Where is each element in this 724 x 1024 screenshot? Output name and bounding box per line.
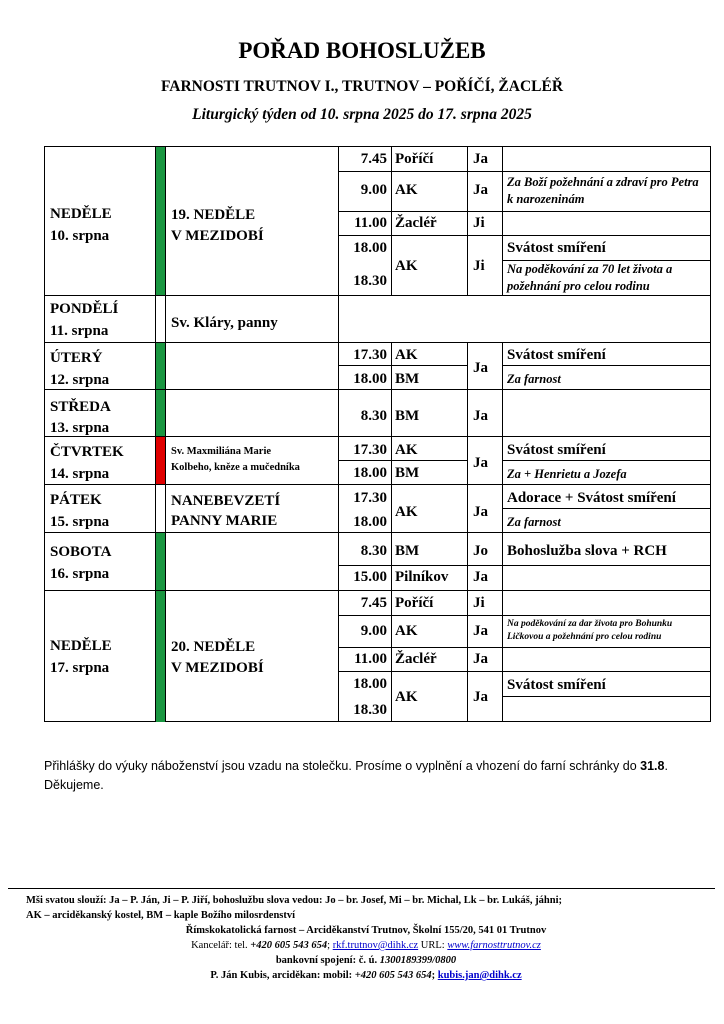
feast-name: Kolbeho, kněze a mučedníka [171,462,300,473]
feast-name: 19. NEDĚLE [171,207,256,223]
announcement-text: Přihlášky do výuky náboženství jsou vzadu na stolečku. Prosíme o vyplnění a vhození do farní schránky do [44,759,641,773]
mass-place: BM [395,465,420,481]
mass-place: AK [395,504,418,520]
day-name: PÁTEK [50,492,102,508]
mass-place: BM [395,371,420,387]
mass-priest: Ja [473,623,488,639]
mass-place: Žacléř [395,215,437,231]
bank-account: 1300189399/0800 [379,955,457,966]
mass-time: 18.00 [353,465,387,481]
feast-name: V MEZIDOBÍ [171,660,264,676]
mass-note: Svátost smíření [507,677,606,693]
mass-intention: Za farnost [507,372,561,386]
mass-priest: Ja [473,455,488,471]
office-phone: +420 605 543 654 [250,940,328,951]
mass-note: Svátost smíření [507,442,606,458]
schedule-table [44,146,711,722]
mass-time: 9.00 [360,623,387,639]
mass-time: 18.30 [353,702,387,718]
feast-name: 20. NEDĚLE [171,639,256,655]
feast-name: Sv. Maxmiliána Marie [171,446,272,457]
day-date: 10. srpna [50,228,110,244]
announcement-date: 31.8 [640,759,665,773]
office-email-link[interactable]: rkf.trutnov@dihk.cz [332,940,419,951]
priest-contact: P. Ján Kubis, arciděkan: mobil: +420 605 543 654; kubis.jan@dihk.cz [210,970,522,981]
day-name: SOBOTA [50,544,112,560]
page-title: POŘAD BOHOSLUŽEB [238,38,486,63]
day-name: ČTVRTEK [50,444,124,460]
day-date: 14. srpna [50,466,110,482]
priest-email-link[interactable]: kubis.jan@dihk.cz [437,970,522,981]
feast-name: Sv. Kláry, panny [171,315,278,331]
mass-place: AK [395,258,418,274]
mass-priest: Ji [473,215,485,231]
day-date: 12. srpna [50,372,110,388]
day-name: NEDĚLE [50,206,112,222]
footer [26,893,706,983]
day-date: 16. srpna [50,566,110,582]
mass-priest: Ja [473,569,488,585]
mass-time: 15.00 [353,569,387,585]
mass-intention: Na poděkování za dar života pro Bohunku Ličkovou a požehnání pro celou rodinu [507,619,673,642]
mass-time: 17.30 [353,347,387,363]
office-contact: Kancelář: tel. +420 605 543 654; rkf.trutnov@dihk.cz URL: www.farnosttrutnov.cz [191,940,541,951]
liturgical-week: Liturgický týden od 10. srpna 2025 do 17. srpna 2025 [192,106,532,123]
url-label: URL: [418,940,448,951]
mass-place: BM [395,408,420,424]
website-link[interactable]: www.farnosttrutnov.cz [447,940,541,951]
mass-place: AK [395,442,418,458]
bank-label: bankovní spojení: č. ú. [275,955,380,966]
mass-time: 8.30 [360,543,387,559]
mass-note: Adorace + Svátost smíření [507,490,676,506]
mass-time: 18.00 [353,676,387,692]
mass-time: 11.00 [354,215,387,231]
mass-priest: Ja [473,504,488,520]
mass-place: AK [395,347,418,363]
parish-subtitle: FARNOSTI TRUTNOV I., TRUTNOV – POŘÍČÍ, ŽACLÉŘ [160,78,564,95]
priest-label: P. Ján Kubis, arciděkan: mobil: [210,970,355,981]
mass-intention: Na poděkování za 70 let života a požehnání pro celou rodinu [507,262,673,293]
mass-time: 8.30 [360,408,387,424]
mass-time: 9.00 [360,182,387,198]
feast-name: NANEBEVZETÍ [171,493,281,509]
day-name: STŘEDA [50,399,111,415]
mass-priest: Ja [473,689,488,705]
day-name: ÚTERÝ [50,350,103,366]
day-date: 15. srpna [50,514,110,530]
mass-priest: Ji [473,595,485,611]
feast-name: V MEZIDOBÍ [171,228,264,244]
mass-note: Svátost smíření [507,347,606,363]
mass-place: BM [395,543,420,559]
mass-priest: Ja [473,182,488,198]
mass-place: Žacléř [395,651,437,667]
day-name: PONDĚLÍ [50,301,119,317]
mass-time: 7.45 [360,151,387,167]
mass-place: Poříčí [395,595,434,611]
mass-place: Poříčí [395,151,434,167]
mass-time: 17.30 [353,442,387,458]
mass-time: 11.00 [354,651,387,667]
bank-info [26,953,706,968]
liturgical-color-green [156,147,165,295]
mass-note: Svátost smíření [507,240,606,256]
mass-time: 17.30 [353,490,387,506]
office-label: Kancelář: tel. [191,940,251,951]
liturgical-color-white [156,485,165,532]
priest-phone: +420 605 543 654 [354,970,432,981]
mass-intention: Za + Henrietu a Jozefa [507,467,627,481]
legend-line: AK – arciděkanský kostel, BM – kaple Božího milosrdenství [26,910,296,921]
mass-time: 18.00 [353,514,387,530]
mass-priest: Ja [473,360,488,376]
mass-intention: Za Boží požehnání a zdraví pro Petra k narozeninám [507,175,699,206]
liturgical-color-red [156,437,165,484]
mass-time: 18.00 [353,371,387,387]
mass-priest: Jo [473,543,488,559]
legend-line: Mši svatou slouží: Ja – P. Ján, Ji – P. Jiří, bohoslužbu slova vedou: Jo – br. Josef, Mi – br. Michal, Lk – br. Lukáš, jáhni; [26,895,562,906]
mass-priest: Ji [473,258,485,274]
feast-name: PANNY MARIE [171,513,278,529]
mass-intention: Za farnost [507,515,561,529]
mass-time: 18.00 [353,240,387,256]
mass-note: Bohoslužba slova + RCH [507,543,667,559]
mass-place: AK [395,182,418,198]
liturgical-color-green [156,533,165,722]
announcement-tail: . Děkujeme. [44,759,668,792]
announcement [44,757,694,795]
mass-place: Pilníkov [395,569,449,585]
mass-time: 7.45 [360,595,387,611]
day-name: NEDĚLE [50,638,112,654]
mass-priest: Ja [473,151,488,167]
day-date: 17. srpna [50,660,110,676]
footer-divider [8,888,715,889]
mass-time: 18.30 [353,273,387,289]
mass-priest: Ja [473,408,488,424]
mass-place: AK [395,623,418,639]
day-date: 11. srpna [50,323,109,339]
mass-priest: Ja [473,651,488,667]
mass-place: AK [395,689,418,705]
day-date: 13. srpna [50,420,110,436]
parish-address: Římskokatolická farnost – Arciděkanství Trutnov, Školní 155/20, 541 01 Trutnov [185,925,547,936]
